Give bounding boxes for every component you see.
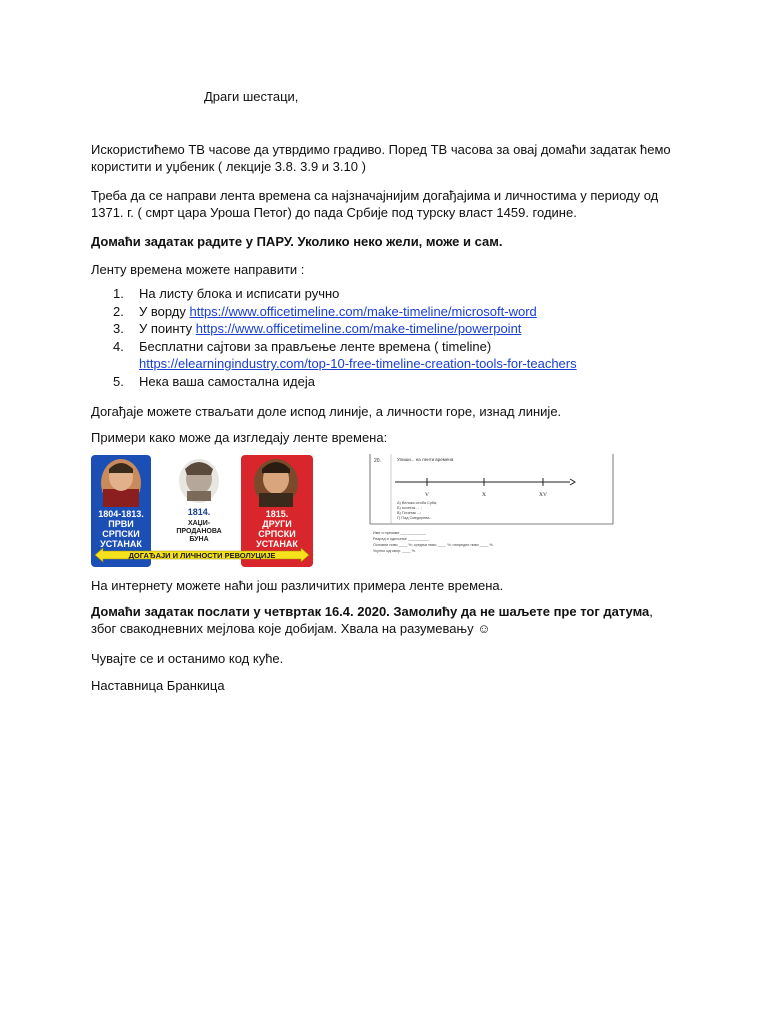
box2-line1: 1814.	[187, 507, 211, 517]
box1-line1: 1804-1813.	[98, 509, 144, 519]
list-text: Нека ваша самостална идеја	[139, 373, 315, 389]
tick-label-xv: XV	[539, 492, 547, 498]
box3-line4: УСТАНАК	[256, 539, 298, 549]
link-powerpoint-timeline[interactable]: https://www.officetimeline.com/make-timeline/powerpoint	[195, 321, 522, 336]
box3-line3: СРПСКИ	[258, 529, 296, 539]
box2-line3: ПРОДАНОВА	[176, 528, 222, 535]
paragraph-placement: Догађаје можете стваљати доле испод линије, а личности горе, изнад линије.	[91, 404, 562, 419]
paragraph-pair-work: Домаћи задатак радите у ПАРУ. Уколико неко жели, може и сам.	[91, 234, 503, 249]
list-item	[91, 303, 691, 321]
paragraph-options-heading: Ленту времена можете направити :	[91, 262, 305, 277]
box1-line2: ПРВИ	[108, 519, 134, 529]
worksheet-footer-line: Укупно одговор: ____ %.	[373, 549, 417, 553]
example-image-revolution	[91, 455, 313, 567]
box1-line4: УСТАНАК	[100, 539, 142, 549]
worksheet-item: Г) Пад Смедерева.	[397, 516, 431, 520]
list-number: 5.	[113, 373, 124, 389]
deadline-rest: , због свакодневних мејлова које добијам. Хвала на разумевању ☺	[91, 604, 653, 636]
box3-line1: 1815.	[265, 509, 289, 519]
banner-text: ДОГАЂАЈИ И ЛИЧНОСТИ РЕВОЛУЦИЈЕ	[128, 551, 276, 560]
worksheet-footer-line: Разред и одељење __________	[373, 537, 430, 541]
link-free-tools[interactable]: https://elearningindustry.com/top-10-free-timeline-creation-tools-for-teachers	[139, 356, 577, 371]
portrait-2	[179, 459, 219, 503]
worksheet-timeline-graphic	[365, 454, 615, 565]
signature: Наставница Бранкица	[91, 678, 225, 693]
list-item	[91, 373, 691, 391]
paragraph-intro: Искористићемо ТВ часове да утврдимо градиво. Поред ТВ часова за овај домаћи задатак ћемо користити и уџбеник ( лекције 3.8. 3.9 и 3.10 )	[91, 142, 671, 174]
paragraph-task: Треба да се направи лента времена са најзначајнијим догађајима и личностима у периоду од 1371. г. ( смрт цара Уроша Петог) до пада Србије под турску власт 1459. године.	[91, 188, 659, 220]
worksheet-item: В) Почетак ...;	[397, 511, 422, 515]
list-number: 2.	[113, 303, 124, 319]
list-number: 3.	[113, 321, 124, 336]
greeting: Драги шестаци,	[204, 89, 299, 104]
tick-label-v: V	[425, 492, 429, 498]
paragraph-more-examples: На интернету можете наћи још различитих примера ленте времена.	[91, 578, 504, 593]
list-text: У поинту	[139, 321, 196, 336]
list-text: Бесплатни сајтови за прављење ленте времена ( timeline)	[139, 338, 492, 354]
list-item	[91, 320, 691, 338]
list-text: На листу блока и исписати ручно	[139, 286, 340, 301]
list-item	[91, 285, 691, 303]
paragraph-examples: Примери како може да изгледају ленте времена:	[91, 430, 388, 445]
tick-label-x: X	[482, 492, 486, 498]
portrait-3	[254, 459, 298, 507]
portrait-1	[101, 459, 141, 507]
paragraph-deadline	[91, 603, 681, 637]
worksheet-footer-line: Основни ниво ____ %; средњи ниво ____ %; напредни ниво ____ %.	[373, 543, 494, 547]
box2-line2: ХАЏИ-	[187, 520, 211, 527]
revolution-timeline-graphic	[91, 455, 313, 567]
deadline-bold: Домаћи задатак послати у четвртак 16.4. 2020. Замолићу да не шаљете пре тог датума	[91, 604, 650, 619]
box1-line3: СРПСКИ	[102, 529, 140, 539]
list-text: У ворду	[139, 303, 190, 319]
worksheet-footer-line: Име и презиме ____________	[373, 531, 426, 535]
paragraph-stay-home: Чувајте се и останимо код куће.	[91, 651, 284, 666]
box2-line4: БУНА	[189, 536, 209, 543]
worksheet-item: А) Велика сеоба Срба;	[397, 501, 438, 505]
example-image-worksheet	[365, 454, 615, 565]
link-word-timeline[interactable]: https://www.officetimeline.com/make-timeline/microsoft-word	[189, 303, 537, 319]
task-number: 20.	[374, 458, 381, 464]
task-instruction: Упиши... на ленти времена	[397, 457, 454, 462]
options-list	[91, 285, 691, 390]
worksheet-item: Б) почетак ... ;	[397, 506, 422, 510]
list-item	[91, 338, 691, 373]
box3-line2: ДРУГИ	[262, 519, 292, 529]
list-number: 1.	[113, 286, 124, 301]
list-number: 4.	[113, 338, 124, 354]
